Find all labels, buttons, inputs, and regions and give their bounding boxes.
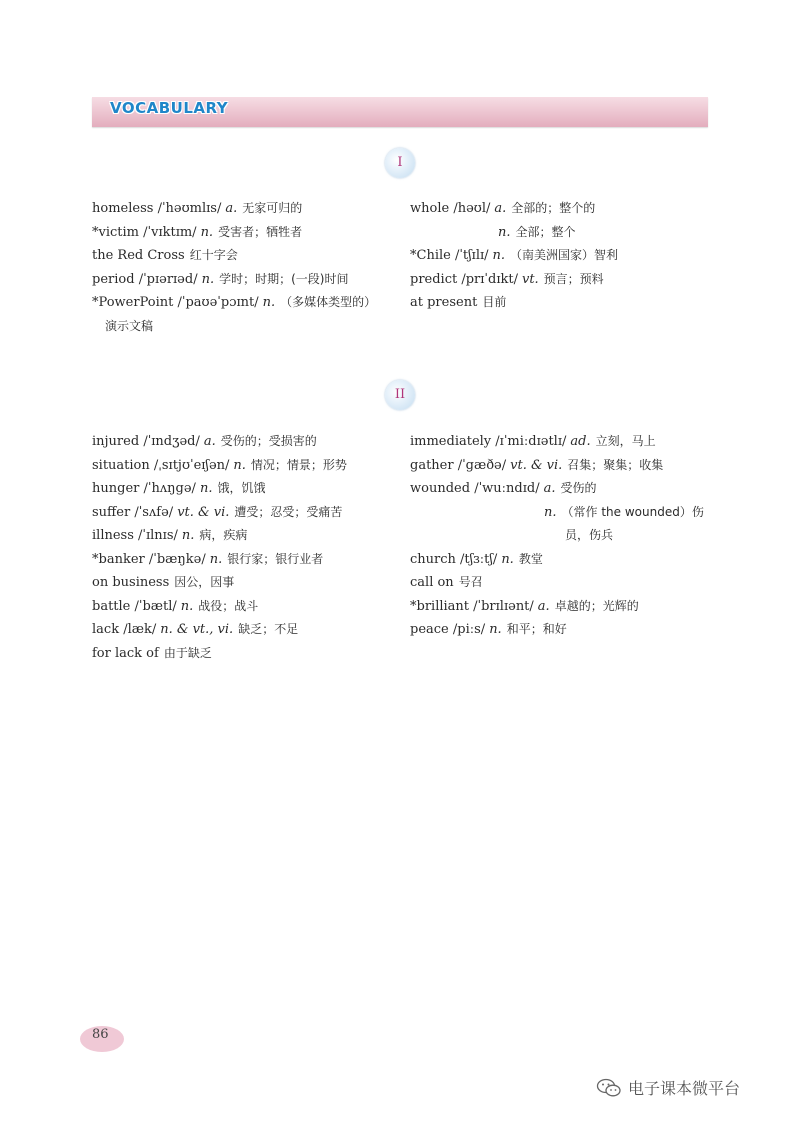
vocab-entry (92, 571, 392, 595)
definition: 号召 (458, 575, 483, 589)
definition: 无家可归的 (242, 201, 303, 215)
headword: period (92, 271, 135, 287)
definition: 和平；和好 (506, 622, 567, 636)
part-of-speech: a. (203, 434, 216, 449)
vocab-entry (410, 595, 715, 619)
part-of-speech: a. (543, 481, 556, 496)
part-of-speech: vt. & vi. (510, 457, 563, 473)
headword: peace (410, 622, 449, 637)
definition: 情况；情景；形势 (250, 457, 347, 472)
part-of-speech: n. (201, 271, 215, 287)
definition: 饿，饥饿 (217, 481, 266, 495)
vocab-entry (410, 197, 710, 221)
headword: at present (410, 295, 478, 310)
headword: *Chile (410, 248, 451, 263)
vocab-entry (92, 642, 392, 666)
definition: 目前 (482, 295, 507, 309)
headword: *victim (92, 224, 139, 240)
headword: injured (92, 434, 140, 449)
section-1-right-column (410, 197, 710, 315)
phonetic: /ˈpaʊəˈpɔɪnt/ (177, 295, 259, 310)
section-badge-1: I (385, 148, 415, 178)
part-of-speech: n. (200, 224, 214, 240)
vocab-entry (92, 477, 392, 501)
headword: situation (92, 457, 150, 473)
vocab-entry (92, 501, 392, 525)
vocab-entry (92, 291, 392, 315)
part-of-speech: n. (181, 528, 195, 543)
section-2-right-column (410, 430, 715, 642)
definition: 因公，因事 (174, 575, 235, 589)
vocab-entry (410, 477, 715, 501)
vocab-entry-continuation (410, 221, 710, 245)
definition: 召集；聚集；收集 (567, 457, 664, 472)
part-of-speech: vt. (521, 271, 539, 287)
phonetic: /ˈbrɪlɪənt/ (473, 598, 534, 614)
headword: for lack of (92, 645, 159, 661)
vocab-entry (92, 244, 392, 268)
part-of-speech: n. (501, 551, 514, 567)
vocab-entry (410, 291, 710, 315)
phonetic: /læk/ (123, 622, 157, 637)
definition: 员，伤兵 (565, 528, 614, 542)
headword: *PowerPoint (92, 295, 174, 310)
definition: 红十字会 (189, 248, 238, 262)
phonetic: /ˈsʌfə/ (134, 504, 174, 520)
definition: 战役；战斗 (198, 598, 259, 613)
definition: 缺乏；不足 (238, 622, 299, 636)
part-of-speech: a. (537, 598, 550, 614)
definition: 受伤的；受损害的 (220, 434, 317, 448)
headword: *banker (92, 551, 145, 567)
phonetic: /ˈtʃɪlɪ/ (454, 248, 489, 263)
part-of-speech: ad. (570, 434, 591, 449)
phonetic: /piːs/ (452, 622, 486, 637)
phonetic: /ˈbæŋkə/ (148, 551, 206, 567)
headword: the Red Cross (92, 248, 185, 263)
part-of-speech: n. (199, 481, 213, 496)
vocab-entry (92, 454, 392, 478)
vocab-entry (410, 430, 715, 454)
part-of-speech: n. (209, 551, 223, 567)
headword: wounded (410, 481, 471, 496)
phonetic: /ˈɪlnɪs/ (138, 528, 178, 543)
definition: 遭受；忍受；受痛苦 (234, 504, 343, 519)
headword: *brilliant (410, 598, 470, 614)
part-of-speech: a. (225, 201, 238, 216)
definition: 由于缺乏 (163, 645, 212, 660)
headword: hunger (92, 481, 140, 496)
headword: homeless (92, 201, 154, 216)
section-2-left-column (92, 430, 392, 665)
vocab-entry (410, 244, 710, 268)
part-of-speech: vt. & vi. (177, 504, 230, 520)
definition: 银行家；银行业者 (227, 551, 324, 566)
phonetic: /ˈgæðə/ (457, 457, 507, 473)
vocab-entry (92, 618, 392, 642)
definition: 立刻，马上 (595, 434, 656, 448)
phonetic: /ɪˈmiːdɪətlɪ/ (495, 434, 567, 449)
part-of-speech: n. (233, 457, 246, 473)
vocab-entry (92, 595, 392, 619)
definition: 预言；预料 (543, 271, 604, 286)
definition: 全部；整个 (515, 224, 576, 239)
definition: 病，疾病 (199, 528, 248, 542)
definition: （多媒体类型的） (280, 295, 377, 309)
headword: lack (92, 622, 120, 637)
part-of-speech: a. (494, 201, 507, 216)
phonetic: /ˈpɪərɪəd/ (138, 271, 198, 287)
vocab-entry (410, 618, 715, 642)
definition: 受伤的 (560, 481, 597, 495)
phonetic: /ˈhəʊmlɪs/ (157, 201, 222, 216)
page-title: VOCABULARY (110, 99, 229, 117)
vocab-entry-continuation (410, 524, 715, 548)
vocab-entry (410, 571, 715, 595)
definition: （常作 the wounded）伤 (561, 504, 704, 519)
phonetic: /prɪˈdɪkt/ (461, 271, 518, 287)
headword: gather (410, 457, 454, 473)
definition: （南美洲国家）智利 (510, 248, 619, 262)
part-of-speech: n. (492, 248, 506, 263)
vocab-entry (410, 268, 710, 292)
phonetic: /ˌsɪtjʊˈeɪʃən/ (153, 457, 230, 473)
section-1-left-column (92, 197, 392, 338)
headword: illness (92, 528, 134, 543)
definition: 全部的；整个的 (511, 201, 596, 215)
vocab-entry-continuation (92, 315, 392, 339)
part-of-speech: n. (180, 598, 194, 614)
headword: call on (410, 575, 454, 590)
headword: suffer (92, 504, 131, 520)
vocab-entry (92, 221, 392, 245)
definition: 学时；时期；(一段)时间 (219, 271, 349, 286)
vocab-entry (410, 454, 715, 478)
vocab-entry (410, 548, 715, 572)
definition: 卓越的；光辉的 (554, 598, 639, 613)
vocab-entry (92, 197, 392, 221)
section-badge-2: II (385, 380, 415, 410)
section-banner (92, 97, 708, 127)
headword: on business (92, 575, 170, 590)
part-of-speech: n. (498, 224, 511, 240)
wechat-icon (596, 1078, 622, 1098)
phonetic: /həʊl/ (453, 201, 491, 216)
page-number: 86 (92, 1027, 109, 1042)
phonetic: /ˈhʌŋgə/ (143, 481, 196, 496)
phonetic: /ˈwuːndɪd/ (474, 481, 540, 496)
vocab-entry (92, 548, 392, 572)
definition: 受害者；牺牲者 (218, 224, 303, 239)
phonetic: /ˈɪndʒəd/ (143, 434, 200, 449)
vocab-entry (92, 268, 392, 292)
phonetic: /tʃɜːtʃ/ (460, 551, 498, 567)
part-of-speech: n. (544, 504, 557, 520)
vocab-entry (92, 524, 392, 548)
phonetic: /ˈbætl/ (134, 598, 177, 614)
headword: battle (92, 598, 131, 614)
part-of-speech: n. (262, 295, 276, 310)
watermark-text: 电子课本微平台 (628, 1079, 741, 1098)
phonetic: /ˈvɪktɪm/ (143, 224, 197, 240)
vocab-entry (92, 430, 392, 454)
definition: 演示文稿 (105, 318, 154, 333)
headword: church (410, 551, 456, 567)
part-of-speech: n. & vt., vi. (160, 622, 234, 637)
watermark (596, 1076, 740, 1099)
headword: immediately (410, 434, 492, 449)
headword: whole (410, 201, 450, 216)
part-of-speech: n. (489, 622, 502, 637)
vocab-entry-continuation (410, 501, 715, 525)
headword: predict (410, 271, 458, 287)
definition: 教堂 (518, 551, 543, 566)
